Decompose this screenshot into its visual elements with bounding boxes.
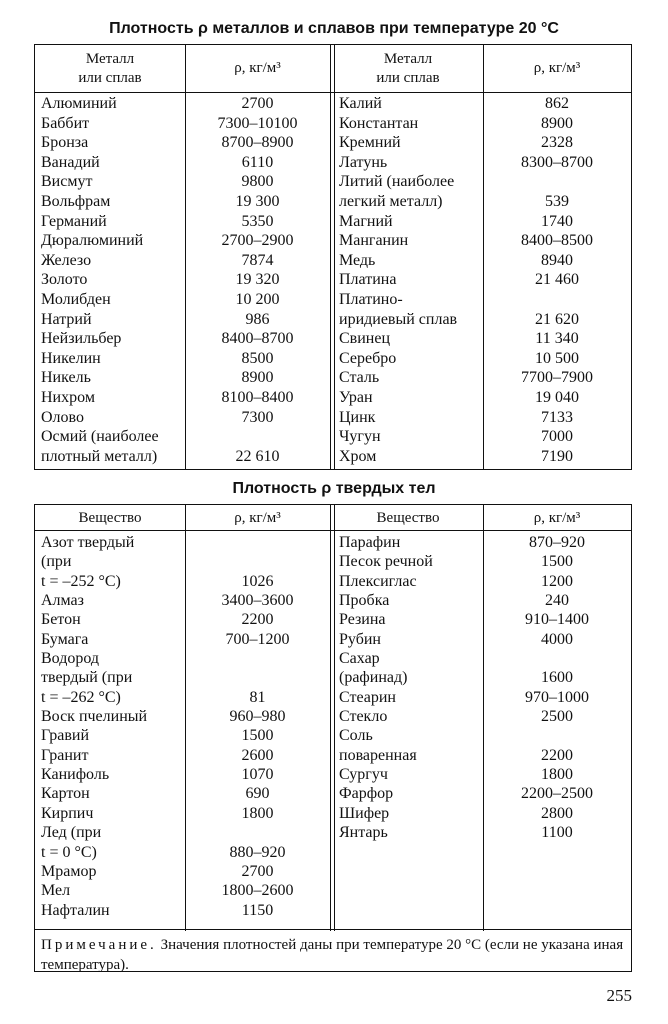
solid-name-cell: Янтарь <box>339 824 388 842</box>
metal-density-cell: 19 320 <box>235 271 280 289</box>
note-label: Примечание. <box>41 937 157 953</box>
solid-density-cell: 2200–2500 <box>521 785 593 803</box>
solid-density-cell: 910–1400 <box>525 611 589 629</box>
solid-name-cell: Сахар <box>339 650 380 668</box>
metal-name-cell: плотный металл) <box>41 447 158 465</box>
metal-density-cell: 8300–8700 <box>521 153 593 171</box>
metal-name-cell: Ванадий <box>41 153 100 171</box>
metal-name-cell: Чугун <box>339 428 381 446</box>
solid-name-cell: Алмаз <box>41 592 84 610</box>
metal-name-cell: Никелин <box>41 349 101 367</box>
solid-name-cell: Канифоль <box>41 766 110 784</box>
metals-left-values <box>185 94 330 466</box>
metals-left-names <box>35 94 185 466</box>
solid-density-cell <box>483 649 631 668</box>
solid-density-cell: 1800 <box>241 804 274 822</box>
solid-density-cell: 81 <box>249 688 266 706</box>
metal-name-cell: Уран <box>339 388 373 406</box>
solid-density-cell: 960–980 <box>229 708 286 726</box>
metal-name-cell: иридиевый сплав <box>339 310 458 328</box>
solid-name-cell: Соль <box>339 727 373 745</box>
solid-name-cell: Парафин <box>339 534 401 551</box>
solid-density-cell: 1200 <box>541 572 573 590</box>
solid-density-cell: 700–1200 <box>225 630 290 648</box>
solid-density-cell: 870–920 <box>529 534 585 551</box>
metal-name-cell: Алюминий <box>41 95 117 112</box>
solid-name-cell: Стеарин <box>339 688 396 706</box>
solids-header-name-right: Вещество <box>376 510 440 526</box>
metals-header-value-right: ρ, кг/м³ <box>533 60 581 76</box>
metal-density-cell: 7133 <box>541 408 573 426</box>
metal-name-cell: Олово <box>41 408 84 426</box>
solid-name-cell: Фарфор <box>339 785 394 803</box>
solid-density-cell: 690 <box>245 785 270 803</box>
metal-density-cell <box>185 427 330 447</box>
solid-name-cell: Мрамор <box>41 862 97 880</box>
metal-name-cell: Висмут <box>41 173 93 191</box>
metal-density-cell: 10 200 <box>235 290 280 308</box>
metal-name-cell: Хром <box>339 447 377 465</box>
solid-density-cell <box>483 726 631 745</box>
metal-name-cell: Калий <box>339 95 382 112</box>
solid-name-cell: (рафинад) <box>339 669 408 687</box>
solid-density-cell: 4000 <box>541 630 573 648</box>
solid-density-cell: 1500 <box>541 553 573 571</box>
metal-name-cell: Кремний <box>339 134 401 152</box>
metal-density-cell: 539 <box>545 192 569 210</box>
solid-density-cell <box>185 533 330 552</box>
solid-name-cell: Рубин <box>339 630 381 648</box>
solid-name-cell: t = –262 °С) <box>41 688 121 706</box>
metals-table-title: Плотность ρ металлов и сплавов при температуре 20 °С <box>109 20 559 37</box>
solid-density-cell: 1150 <box>241 901 274 919</box>
solid-density-cell: 2200 <box>541 746 573 764</box>
metals-header-name-right: Металл или сплав <box>376 51 440 86</box>
solid-density-cell: 2200 <box>241 611 274 629</box>
metal-name-cell: Нейзильбер <box>41 330 122 348</box>
metal-name-cell: Константан <box>339 114 419 132</box>
solid-name-cell: t = 0 °С) <box>41 843 97 861</box>
metal-density-cell: 22 610 <box>235 447 280 465</box>
metal-density-cell <box>483 290 631 310</box>
solids-left-names <box>35 533 185 920</box>
solid-density-cell: 1100 <box>541 824 573 842</box>
metal-density-cell: 7190 <box>541 447 573 465</box>
solid-name-cell: Песок речной <box>339 553 433 571</box>
metal-density-cell: 8900 <box>541 114 573 132</box>
metal-density-cell: 8500 <box>241 349 274 367</box>
metal-name-cell: Осмий (наиболее <box>41 428 159 446</box>
metal-name-cell: Свинец <box>339 330 391 348</box>
metal-name-cell: Латунь <box>339 153 388 171</box>
metals-right-values <box>483 94 631 466</box>
metal-density-cell: 6110 <box>241 153 274 171</box>
solid-density-cell: 1800 <box>541 766 573 784</box>
metal-density-cell: 8100–8400 <box>221 388 294 406</box>
page-number: 255 <box>606 986 632 1005</box>
solids-table <box>34 504 632 972</box>
metal-name-cell: Серебро <box>339 349 397 367</box>
metal-density-cell: 7000 <box>541 428 573 446</box>
solids-header-name-left: Вещество <box>78 510 142 526</box>
metal-name-cell: Медь <box>339 251 376 269</box>
solid-density-cell: 1026 <box>241 572 274 590</box>
metal-density-cell: 21 620 <box>535 310 579 328</box>
solid-name-cell: Шифер <box>339 804 390 822</box>
metal-name-cell: Платино- <box>339 290 403 308</box>
solid-name-cell: Резина <box>339 611 386 629</box>
metal-name-cell: Бронза <box>41 134 89 152</box>
solids-header-value-right: ρ, кг/м³ <box>533 510 581 526</box>
metal-density-cell: 8900 <box>241 369 274 387</box>
solid-name-cell: поваренная <box>339 746 417 764</box>
metal-name-cell: Нихром <box>41 388 95 406</box>
solid-name-cell: Гравий <box>41 727 90 745</box>
solid-name-cell: Бумага <box>41 630 89 648</box>
metal-name-cell: Вольфрам <box>41 192 111 210</box>
metal-name-cell: Золото <box>41 271 88 289</box>
metal-name-cell: Молибден <box>41 290 111 308</box>
solid-name-cell: Стекло <box>339 708 388 726</box>
solid-name-cell: Водород <box>41 650 100 668</box>
metal-name-cell: Никель <box>41 369 91 387</box>
solid-name-cell: Нафталин <box>41 901 110 919</box>
solid-density-cell: 240 <box>545 592 569 610</box>
metal-density-cell: 8700–8900 <box>221 134 294 152</box>
metal-name-cell: Платина <box>339 271 397 289</box>
metal-name-cell: Баббит <box>41 114 90 132</box>
solid-density-cell <box>185 552 330 571</box>
metal-name-cell: легкий металл) <box>339 192 443 210</box>
metal-density-cell <box>483 172 631 192</box>
metals-header-name-left: Металл или сплав <box>78 51 142 86</box>
metal-density-cell: 7700–7900 <box>521 369 593 387</box>
solid-density-cell: 2800 <box>541 804 573 822</box>
metal-name-cell: Железо <box>41 251 92 269</box>
solid-name-cell: твердый (при <box>41 669 133 687</box>
solid-name-cell: Мел <box>41 882 71 900</box>
note-text: Значения плотностей даны при температуре 20 °С (если не указана иная температура). <box>41 937 624 973</box>
metal-name-cell: Натрий <box>41 310 92 328</box>
metal-name-cell: Сталь <box>339 369 380 387</box>
solid-name-cell: Картон <box>41 785 90 803</box>
metals-right-names <box>333 94 483 466</box>
metal-name-cell: Магний <box>339 212 393 230</box>
metal-density-cell: 9800 <box>241 173 274 191</box>
metal-density-cell: 10 500 <box>535 349 579 367</box>
solid-name-cell: Кирпич <box>41 804 94 822</box>
metal-density-cell: 8400–8500 <box>521 232 593 250</box>
metal-density-cell: 8400–8700 <box>221 330 294 348</box>
solid-name-cell: Бетон <box>41 611 81 629</box>
solid-density-cell: 880–920 <box>229 843 286 861</box>
solid-density-cell: 3400–3600 <box>221 592 294 610</box>
metal-density-cell: 21 460 <box>535 271 579 289</box>
solid-density-cell <box>185 668 330 687</box>
solid-name-cell: (при <box>41 553 72 571</box>
metal-name-cell: Литий (наиболее <box>339 173 455 191</box>
solid-density-cell: 1070 <box>241 766 274 784</box>
metal-density-cell: 986 <box>245 310 270 328</box>
metal-density-cell: 5350 <box>241 212 274 230</box>
metals-header-value-left: ρ, кг/м³ <box>234 60 281 76</box>
solid-name-cell: Азот твердый <box>41 534 135 551</box>
metal-density-cell: 8940 <box>541 251 573 269</box>
solid-name-cell: Гранит <box>41 746 89 764</box>
solid-density-cell <box>185 823 330 842</box>
metals-table <box>34 44 632 470</box>
metal-name-cell: Германий <box>41 212 107 230</box>
metal-name-cell: Манганин <box>339 232 409 250</box>
solid-density-cell <box>185 649 330 668</box>
metal-density-cell: 7300–10100 <box>217 114 298 132</box>
metal-density-cell: 7874 <box>241 251 274 269</box>
metal-density-cell: 2328 <box>541 134 573 152</box>
solid-name-cell: Сургуч <box>339 766 388 784</box>
solid-density-cell: 1800–2600 <box>221 882 294 900</box>
solid-density-cell: 2600 <box>241 746 274 764</box>
solid-name-cell: Воск пчелиный <box>41 708 148 726</box>
metal-name-cell: Дюралюминий <box>41 232 144 250</box>
solid-name-cell: Пробка <box>339 592 390 610</box>
solid-name-cell: Плексиглас <box>339 572 417 590</box>
solids-right-values <box>483 533 631 843</box>
solids-note <box>41 935 625 975</box>
metal-density-cell: 2700 <box>241 95 274 112</box>
solids-right-names <box>333 533 483 843</box>
solid-density-cell: 970–1000 <box>525 688 589 706</box>
solids-table-title: Плотность ρ твердых тел <box>232 480 436 497</box>
metal-density-cell: 2700–2900 <box>221 232 294 250</box>
solid-density-cell: 1600 <box>541 669 573 687</box>
metal-density-cell: 11 340 <box>535 330 579 348</box>
solid-density-cell: 2500 <box>541 708 573 726</box>
metal-name-cell: Цинк <box>339 408 376 426</box>
solids-header-value-left: ρ, кг/м³ <box>234 510 281 526</box>
metal-density-cell: 7300 <box>241 408 274 426</box>
metal-density-cell: 862 <box>545 95 569 112</box>
solid-name-cell: Лед (при <box>41 824 102 842</box>
metal-density-cell: 19 300 <box>235 192 280 210</box>
metal-density-cell: 1740 <box>541 212 573 230</box>
solid-density-cell: 2700 <box>241 862 274 880</box>
metal-density-cell: 19 040 <box>535 388 579 406</box>
solid-name-cell: t = –252 °С) <box>41 572 121 590</box>
solids-left-values <box>185 533 330 920</box>
solid-density-cell: 1500 <box>241 727 274 745</box>
